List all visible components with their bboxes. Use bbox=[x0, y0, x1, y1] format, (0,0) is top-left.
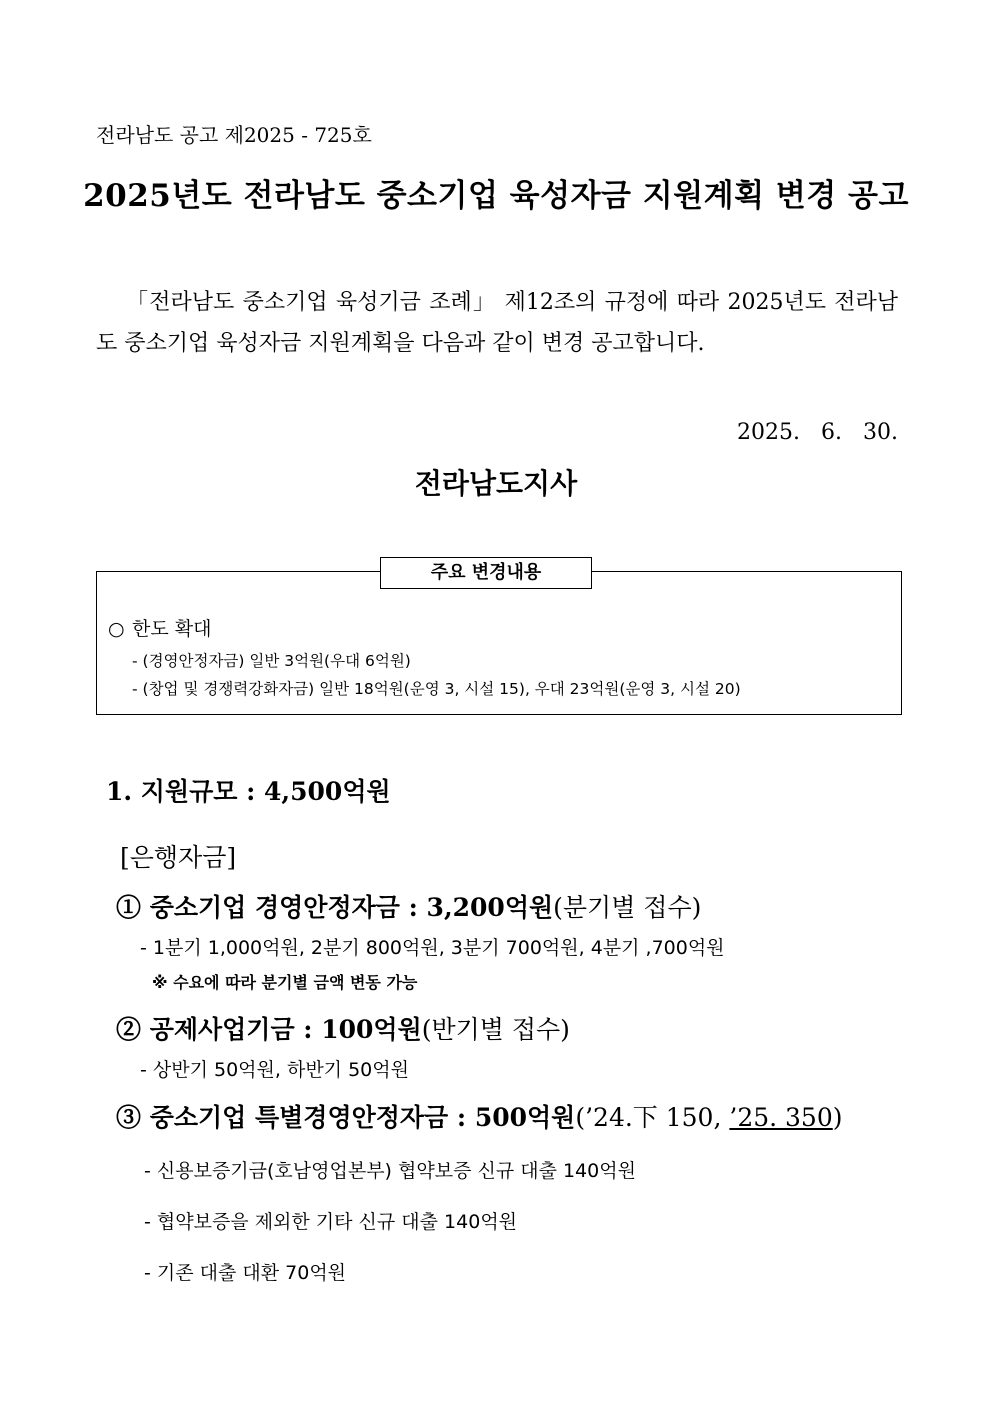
changes-detail-1: - (경영안정자금) 일반 3억원(우대 6억원) bbox=[132, 652, 411, 670]
circle-bullet-icon: ○ bbox=[108, 618, 125, 640]
notice-date: 2025. 6. 30. bbox=[737, 420, 898, 445]
section-1-heading: 1. 지원규모 : 4,500억원 bbox=[106, 777, 391, 806]
notice-number: 전라남도 공고 제2025 - 725호 bbox=[96, 123, 372, 147]
bank-funds-label: [은행자금] bbox=[120, 843, 237, 872]
fund-item-1 bbox=[116, 888, 701, 924]
fund-item-2-title: ② 공제사업기금 : 100억원 bbox=[116, 1015, 422, 1044]
intro-paragraph: 「전라남도 중소기업 육성기금 조례」 제12조의 규정에 따라 2025년도 전라남도 중소기업 육성자금 지원계획을 다음과 같이 변경 공고합니다. bbox=[96, 290, 898, 356]
fund-item-1-title: ① 중소기업 경영안정자금 : 3,200억원 bbox=[116, 893, 554, 922]
issuer-name: 전라남도지사 bbox=[414, 467, 578, 500]
fund-item-3-title: ③ 중소기업 특별경영안정자금 : 500억원 bbox=[116, 1103, 576, 1132]
fund-item-1-suffix: (분기별 접수) bbox=[553, 893, 702, 922]
fund-item-3-detail-3: - 기존 대출 대환 70억원 bbox=[144, 1262, 347, 1284]
fund-item-3-suffix-c: ) bbox=[832, 1103, 843, 1132]
changes-box-title: 주요 변경내용 bbox=[380, 557, 592, 589]
changes-detail-2: - (창업 및 경쟁력강화자금) 일반 18억원(운영 3, 시설 15), 우대 23억원(운영 3, 시설 20) bbox=[132, 680, 741, 698]
fund-item-3-suffix-b: ’25. 350 bbox=[729, 1103, 833, 1132]
fund-item-3-detail-2: - 협약보증을 제외한 기타 신규 대출 140억원 bbox=[144, 1211, 518, 1233]
fund-item-3 bbox=[116, 1098, 843, 1134]
page-title: 2025년도 전라남도 중소기업 육성자금 지원계획 변경 공고 bbox=[83, 178, 909, 214]
changes-item bbox=[108, 614, 211, 641]
fund-item-2 bbox=[116, 1010, 570, 1046]
changes-item-label: 한도 확대 bbox=[132, 618, 212, 640]
fund-item-2-detail: - 상반기 50억원, 하반기 50억원 bbox=[140, 1059, 409, 1081]
fund-item-1-note: ※ 수요에 따라 분기별 금액 변동 가능 bbox=[152, 973, 418, 992]
fund-item-3-suffix-a: (’24.下 150, bbox=[575, 1103, 730, 1132]
fund-item-2-suffix: (반기별 접수) bbox=[421, 1015, 570, 1044]
fund-item-1-detail: - 1분기 1,000억원, 2분기 800억원, 3분기 700억원, 4분기 ,700억원 bbox=[140, 937, 725, 959]
fund-item-3-detail-1: - 신용보증기금(호남영업본부) 협약보증 신규 대출 140억원 bbox=[144, 1160, 636, 1182]
